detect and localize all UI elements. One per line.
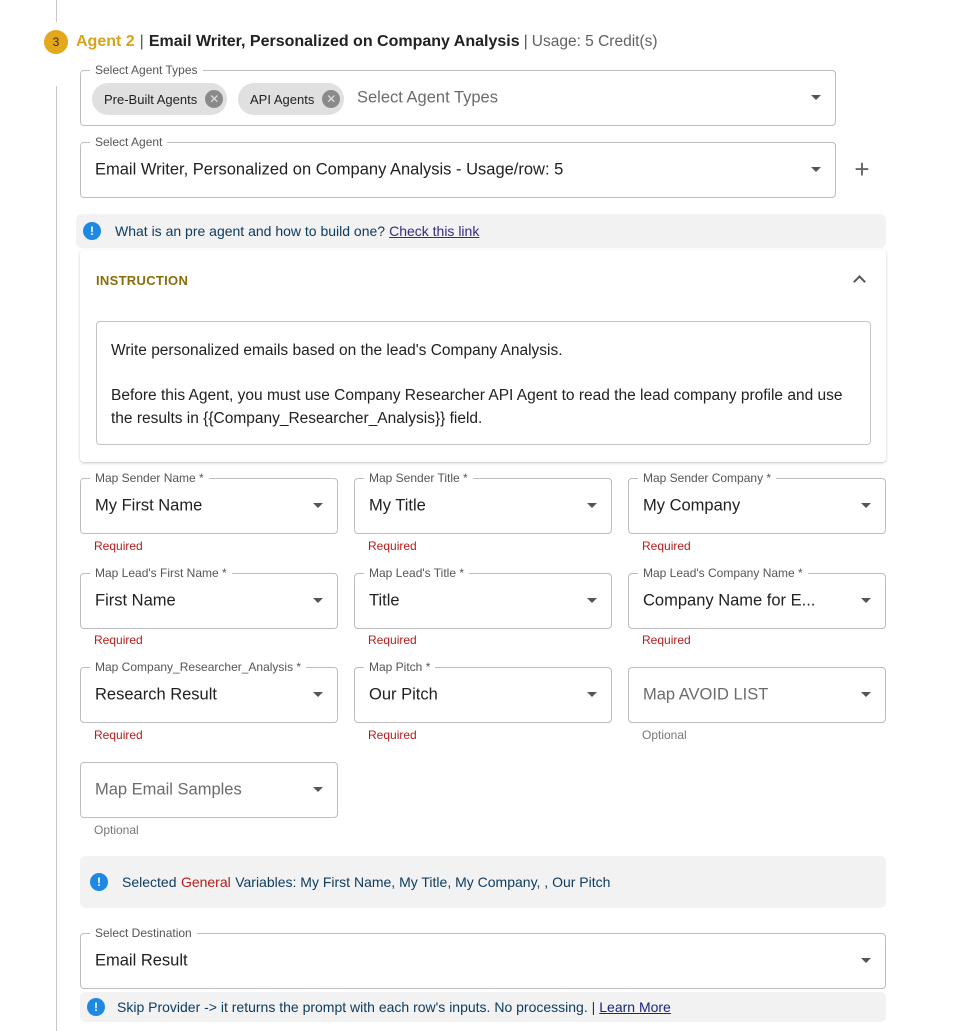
helper-text: Optional xyxy=(94,823,139,837)
caret-down-icon[interactable] xyxy=(861,958,871,963)
learn-more-link[interactable]: Learn More xyxy=(599,999,671,1015)
instruction-line: Write personalized emails based on the lead's Company Analysis. xyxy=(111,342,563,359)
map-sender-title-select[interactable] xyxy=(354,471,612,534)
field-value: Title xyxy=(369,591,400,610)
helper-text: Required xyxy=(94,633,143,647)
field-value: First Name xyxy=(95,591,176,610)
caret-down-icon[interactable] xyxy=(587,503,597,508)
skip-provider-text: Skip Provider -> it returns the prompt with each row's inputs. No processing. | xyxy=(117,999,596,1015)
field-label: Map Company_Researcher_Analysis * xyxy=(90,660,306,674)
destination-value: Email Result xyxy=(95,951,188,970)
field-placeholder: Map AVOID LIST xyxy=(643,685,769,704)
helper-text: Required xyxy=(94,728,143,742)
separator: | xyxy=(139,33,144,50)
field-value: Research Result xyxy=(95,685,217,704)
pre-agent-info-bar xyxy=(76,214,886,248)
general-highlight: General xyxy=(180,874,231,890)
chevron-up-icon[interactable] xyxy=(853,275,866,288)
map-sender-company-select[interactable] xyxy=(628,471,886,534)
caret-down-icon[interactable] xyxy=(861,692,871,697)
caret-down-icon[interactable] xyxy=(811,167,821,172)
field-label: Map Sender Company * xyxy=(638,471,776,485)
map-avoid-list-select[interactable] xyxy=(628,667,886,723)
field-value: Our Pitch xyxy=(369,685,438,704)
caret-down-icon[interactable] xyxy=(811,95,821,100)
helper-text: Required xyxy=(642,633,691,647)
info-circle-icon: ! xyxy=(83,222,101,240)
select-destination-dropdown[interactable] xyxy=(80,926,886,989)
selected-prefix: Selected xyxy=(122,874,177,890)
field-placeholder: Map Email Samples xyxy=(95,780,242,799)
field-value: My Title xyxy=(369,496,426,515)
chip-pre-built-agents[interactable] xyxy=(92,83,227,115)
agent-label: Agent 2 xyxy=(76,33,135,50)
instruction-text-box xyxy=(96,321,871,445)
chip-label: Pre-Built Agents xyxy=(104,91,198,107)
map-email-samples-select[interactable] xyxy=(80,762,338,818)
caret-down-icon[interactable] xyxy=(313,503,323,508)
select-agent-value: Email Writer, Personalized on Company Analysis - Usage/row: 5 xyxy=(95,160,564,179)
info-circle-icon: ! xyxy=(90,873,108,891)
info-text: What is an pre agent and how to build one? xyxy=(115,223,386,239)
agent-types-select[interactable] xyxy=(80,63,836,126)
field-label: Map Lead's Company Name * xyxy=(638,566,808,580)
info-circle-icon: ! xyxy=(87,998,105,1016)
map-sender-name-select[interactable] xyxy=(80,471,338,534)
agent-title: Email Writer, Personalized on Company Analysis xyxy=(148,33,520,50)
field-label: Map Lead's Title * xyxy=(364,566,469,580)
field-value: My Company xyxy=(643,496,741,515)
caret-down-icon[interactable] xyxy=(861,598,871,603)
check-link[interactable]: Check this link xyxy=(389,223,480,239)
caret-down-icon[interactable] xyxy=(587,598,597,603)
helper-text: Required xyxy=(368,539,417,553)
close-circle-icon[interactable]: ✕ xyxy=(205,90,223,108)
step-header xyxy=(44,30,658,54)
select-agent-label: Select Agent xyxy=(90,135,167,149)
field-value: Company Name for E... xyxy=(643,591,816,610)
close-circle-icon[interactable]: ✕ xyxy=(322,90,340,108)
separator: | xyxy=(523,33,528,50)
selected-variables-info xyxy=(80,856,886,908)
usage-text: Usage: 5 Credit(s) xyxy=(531,33,658,50)
caret-down-icon[interactable] xyxy=(587,692,597,697)
caret-down-icon[interactable] xyxy=(861,503,871,508)
field-label: Map Lead's First Name * xyxy=(90,566,232,580)
helper-text: Required xyxy=(642,539,691,553)
map-pitch-select[interactable] xyxy=(354,660,612,723)
chip-api-agents[interactable] xyxy=(238,83,344,115)
instruction-title: INSTRUCTION xyxy=(96,273,189,288)
skip-provider-info xyxy=(80,992,886,1022)
helper-text: Required xyxy=(94,539,143,553)
caret-down-icon[interactable] xyxy=(313,598,323,603)
map-lead-company-name-select[interactable] xyxy=(628,566,886,629)
map-lead-title-select[interactable] xyxy=(354,566,612,629)
agent-types-placeholder: Select Agent Types xyxy=(357,88,498,107)
instruction-accordion xyxy=(80,250,886,462)
instruction-line: Before this Agent, you must use Company Researcher API Agent to read the lead company profile and use the results in {{Company_Researcher_Analysis}} field. xyxy=(111,387,843,427)
helper-text: Required xyxy=(368,728,417,742)
caret-down-icon[interactable] xyxy=(313,787,323,792)
add-agent-button[interactable]: + xyxy=(854,154,870,184)
chip-label: API Agents xyxy=(250,91,315,107)
destination-label: Select Destination xyxy=(90,926,197,940)
field-label: Map Pitch * xyxy=(364,660,435,674)
agent-types-label: Select Agent Types xyxy=(90,63,203,77)
select-agent-dropdown[interactable] xyxy=(80,135,836,198)
map-lead-first-name-select[interactable] xyxy=(80,566,338,629)
map-company-researcher-analysis-select[interactable] xyxy=(80,660,338,723)
field-value: My First Name xyxy=(95,496,203,515)
selected-variables-text: Variables: My First Name, My Title, My Company, , Our Pitch xyxy=(235,874,611,890)
timeline-line xyxy=(56,0,57,22)
caret-down-icon[interactable] xyxy=(313,692,323,697)
step-number-badge: 3 xyxy=(44,30,68,54)
helper-text: Optional xyxy=(642,728,687,742)
helper-text: Required xyxy=(368,633,417,647)
field-label: Map Sender Title * xyxy=(364,471,473,485)
timeline-line xyxy=(56,86,57,1031)
field-label: Map Sender Name * xyxy=(90,471,209,485)
